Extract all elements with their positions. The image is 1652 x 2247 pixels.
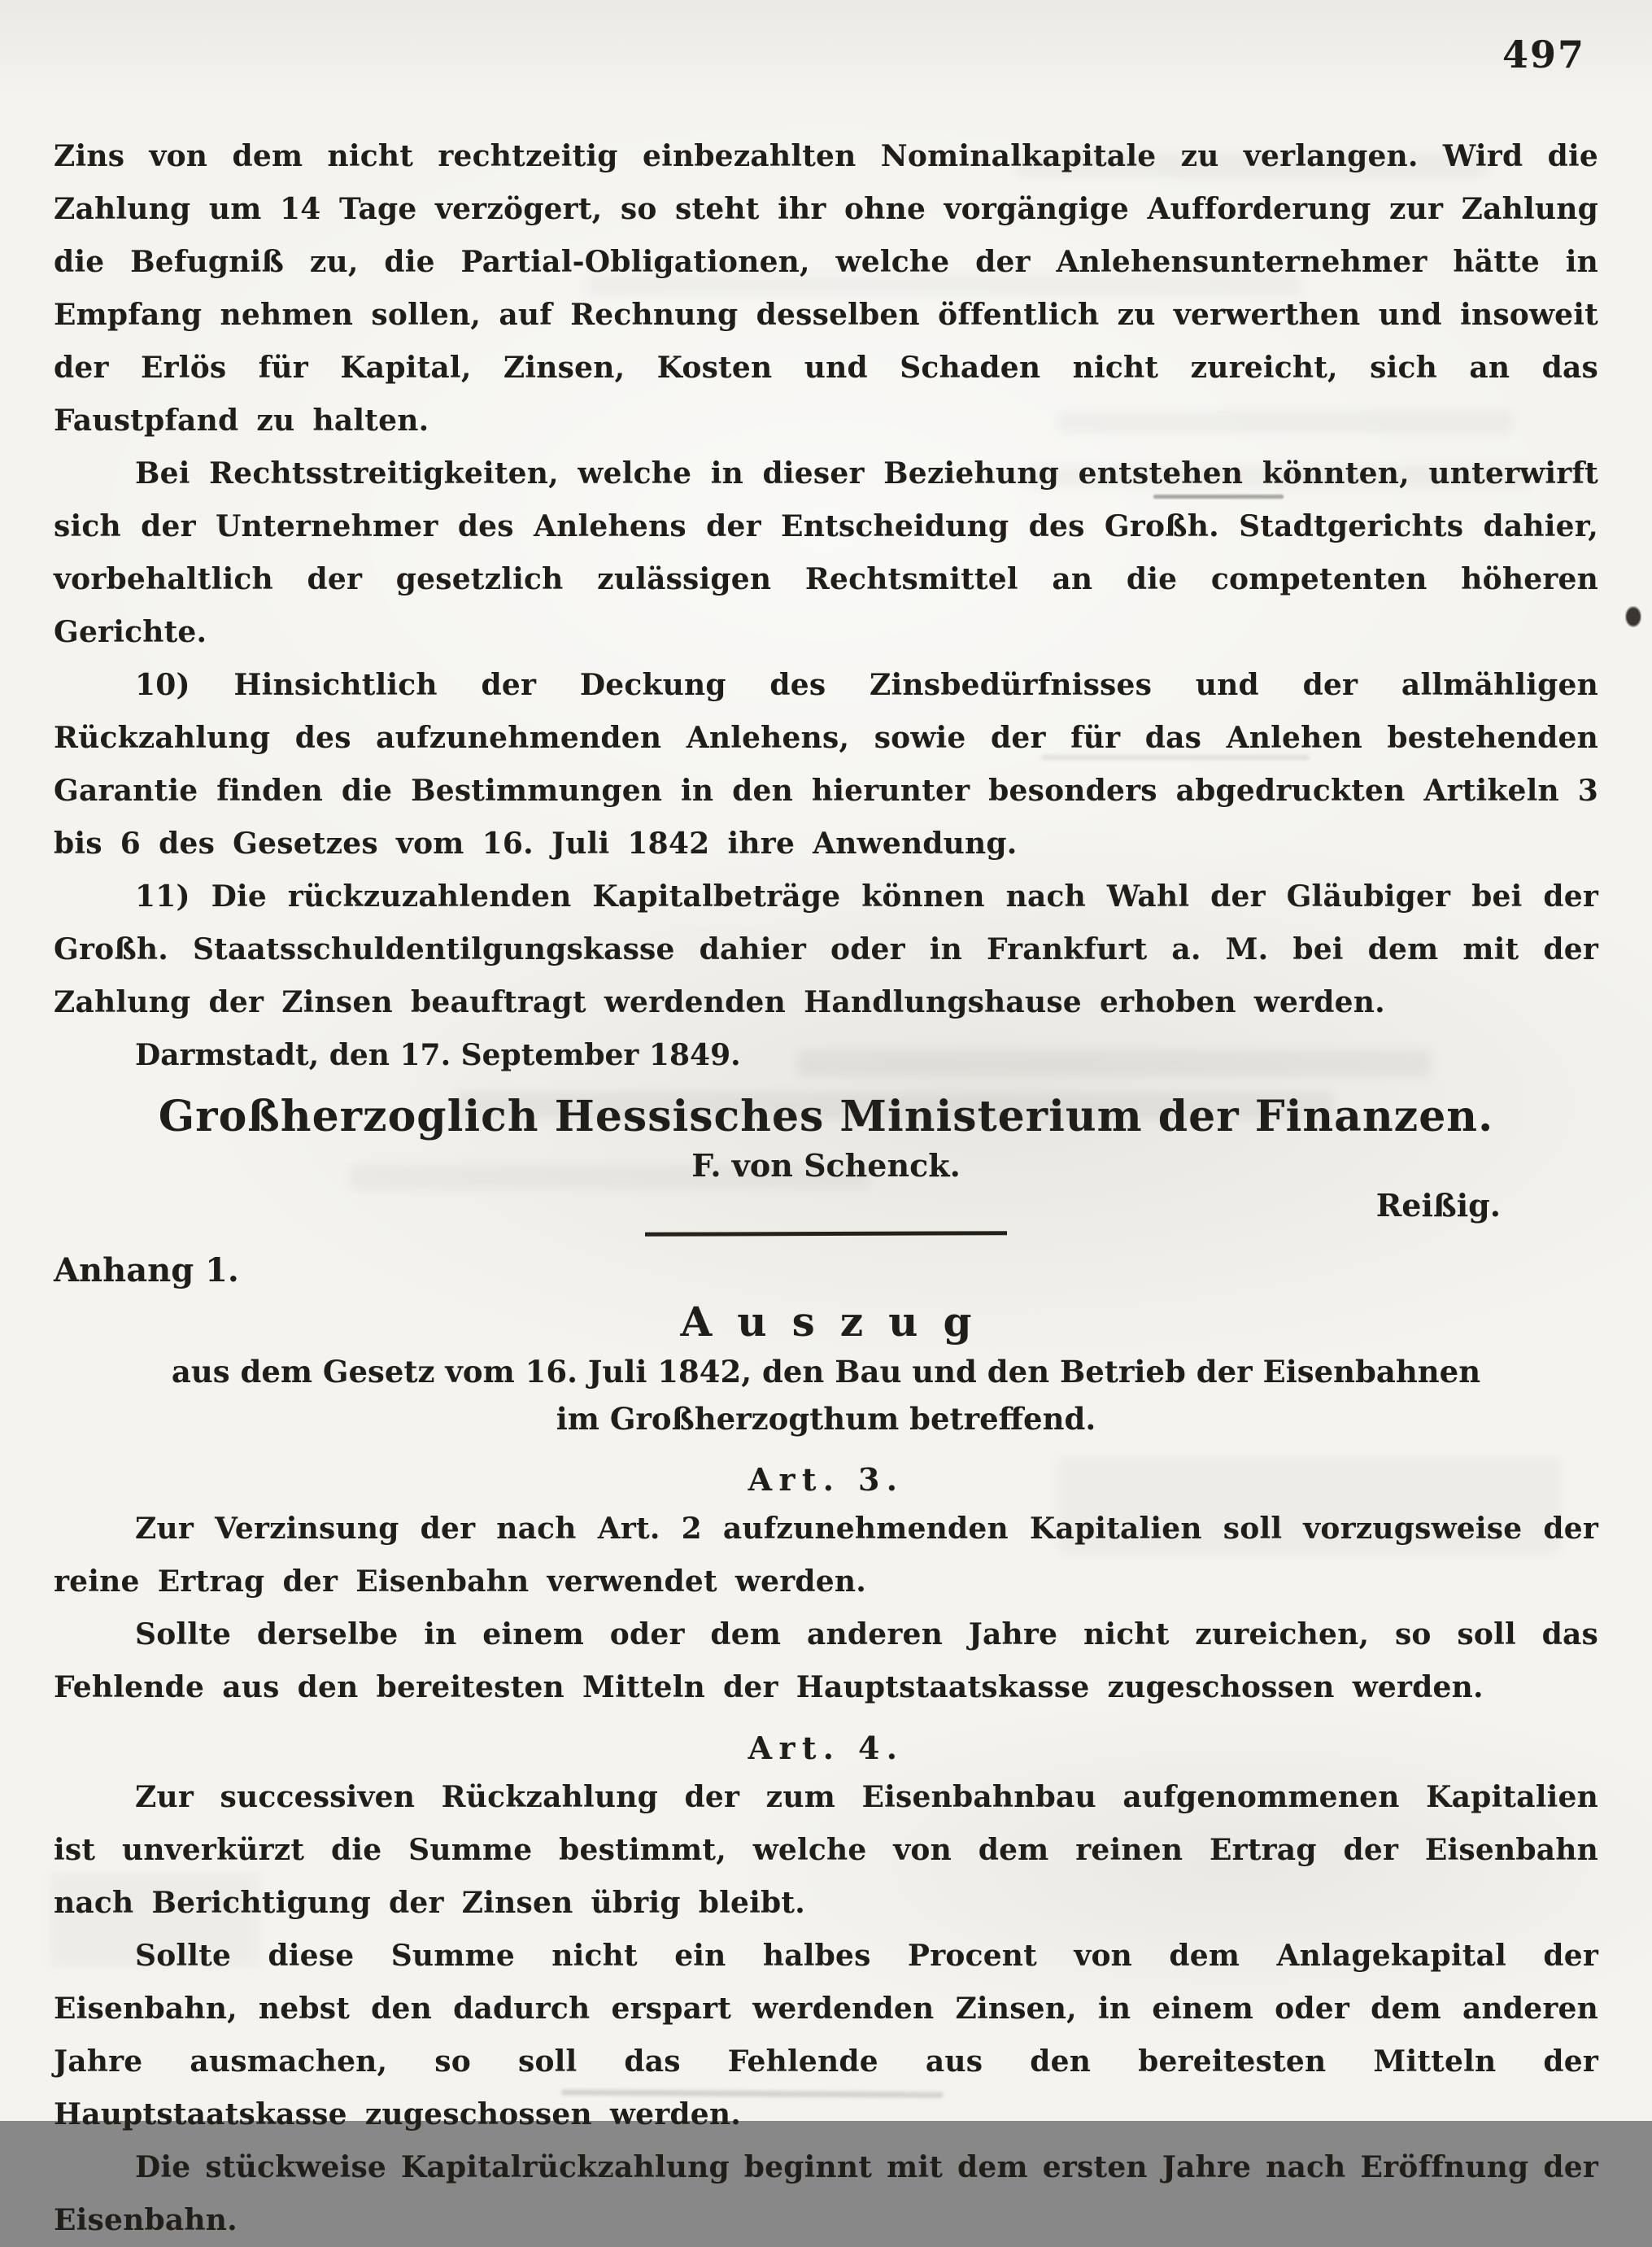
article-4-heading: Art. 4. <box>748 1730 904 1766</box>
page-number: 497 <box>1502 33 1585 76</box>
article-4-paragraph-3: Die stückweise Kapitalrückzahlung beginnt mit dem ersten Jahre nach Eröffnung der Eisenbahn. <box>54 2150 1598 2237</box>
paragraph-legal-disputes: Bei Rechtsstreitigkeiten, welche in dieser Beziehung entstehen könnten, unterwirft sich der Unternehmer des Anlehens der Entscheidung des Großh. Stadtgerichts dahier, vorbehaltlich der gesetzlich zulässigen Rechtsmittel an die competenten höheren Gerichte. <box>54 456 1598 649</box>
article-3-paragraph-1: Zur Verzinsung der nach Art. 2 aufzunehmenden Kapitalien soll vorzugsweise der reine Ertrag der Eisenbahn verwendet werden. <box>54 1512 1598 1599</box>
separator-rule <box>645 1231 1007 1237</box>
article-3-paragraph-2: Sollte derselbe in einem oder dem anderen Jahre nicht zureichen, so soll das Fehlende aus den bereitesten Mitteln der Hauptstaatskasse zugeschossen werden. <box>54 1617 1598 1704</box>
dateline: Darmstadt, den 17. September 1849. <box>135 1038 741 1072</box>
article-4-paragraph-2: Sollte diese Summe nicht ein halbes Procent von dem Anlagekapital der Eisenbahn, nebst den dadurch erspart werdenden Zinsen, in einem oder dem anderen Jahre ausmachen, so soll das Fehlende aus den bereitesten Mitteln der Hauptstaatskasse zugeschossen werden. <box>54 1939 1598 2131</box>
list-item-10: 10) Hinsichtlich der Deckung des Zinsbedürfnisses und der allmähligen Rückzahlung des aufzunehmenden Anlehens, sowie der für das Anlehen bestehenden Garantie finden die Bestimmungen in den hierunter besonders abgedruckten Artikeln 3 bis 6 des Gesetzes vom 16. Juli 1842 ihre Anwendung. <box>54 668 1598 861</box>
appendix-subtitle-line1: aus dem Gesetz vom 16. Juli 1842, den Bau und den Betrieb der Eisenbahnen <box>171 1354 1481 1390</box>
signature: F. von Schenck. <box>691 1147 961 1184</box>
appendix-label: Anhang 1. <box>54 1251 239 1289</box>
article-3-heading: Art. 3. <box>748 1461 904 1498</box>
countersignature: Reißig. <box>1375 1187 1501 1224</box>
article-4-paragraph-1: Zur successiven Rückzahlung der zum Eisenbahnbau aufgenommenen Kapitalien ist unverkürzt die Summe bestimmt, welche von dem reinen Ertrag der Eisenbahn nach Berichtigung der Zinsen übrig bleibt. <box>54 1780 1598 1920</box>
list-item-11: 11) Die rückzuzahlenden Kapitalbeträge können nach Wahl der Gläubiger bei der Großh. Staatsschuldentilgungskasse dahier oder in Frankfurt a. M. bei dem mit der Zahlung der Zinsen beauftragt werdenden Handlungshause erhoben werden. <box>54 879 1598 1019</box>
ministry-heading: Großherzoglich Hessisches Ministerium der Finanzen. <box>158 1092 1494 1141</box>
paragraph-intro: Zins von dem nicht rechtzeitig einbezahlten Nominalkapitale zu verlangen. Wird die Zahlung um 14 Tage verzögert, so steht ihr ohne vorgängige Aufforderung zur Zahlung die Befugniß zu, die Partial-Obligationen, welche der Anlehensunternehmer hätte in Empfang nehmen sollen, auf Rechnung desselben öffentlich zu verwerthen und insoweit der Erlös für Kapital, Zinsen, Kosten und Schaden nicht zureicht, sich an das Faustpfand zu halten. <box>54 139 1598 438</box>
appendix-subtitle-line2: im Großherzogthum betreffend. <box>556 1401 1096 1437</box>
appendix-title: Auszug <box>680 1298 997 1346</box>
